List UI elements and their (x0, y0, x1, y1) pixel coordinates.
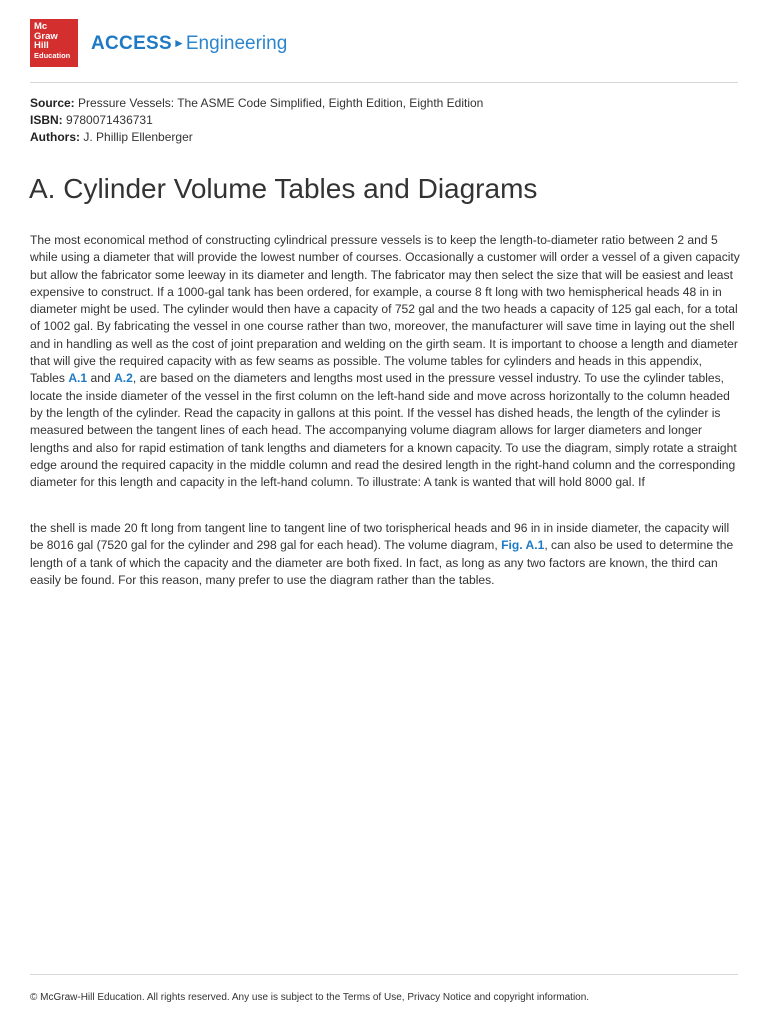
logo-line-1: Mc (34, 21, 48, 32)
mcgraw-hill-logo[interactable] (30, 19, 78, 67)
authors-value: J. Phillip Ellenberger (83, 130, 193, 144)
access-engineering-logo[interactable] (91, 31, 287, 56)
isbn-value: 9780071436731 (66, 113, 153, 127)
source-value: Pressure Vessels: The ASME Code Simplified, Eighth Edition, Eighth Edition (78, 96, 484, 110)
header-divider (30, 82, 738, 83)
brand-arrow-icon: ► (172, 36, 185, 50)
authors-label: Authors: (30, 130, 80, 144)
copyright-footer: © McGraw-Hill Education. All rights reserved. Any use is subject to the Terms of Use, Privacy Notice and copyright information. (30, 992, 590, 1003)
paragraph-1-text-b: and (87, 371, 115, 386)
paragraph-2-text-a: the shell is made 20 ft long from tangent line to tangent line of two torispherical heads and 96 in in inside diameter, the capacity will be 8016 gal (7520 gal for the cylinder and 298 gal for each head). The volume diagram, (30, 521, 730, 553)
logo-line-3: Hill (34, 40, 49, 52)
figure-a1-link[interactable]: Fig. A.1 (501, 538, 545, 553)
brand-access: ACCESS (91, 33, 172, 54)
logo-line-4: Education (34, 50, 71, 60)
paragraph-1-text-c: , are based on the diameters and lengths most used in the pressure vessel industry. To use the cylinder tables, locate the inside diameter of the vessel in the first column on the left-hand side and move across horizontally to the column headed by the length of the cylinder. Read the capacity in gallons at this point. If the vessel has dished heads, the length of the cylinder is measured between the tangent lines of each head. The accompanying volume diagram allows for larger diameters and longer lengths and also for rapid estimation of tank lengths and diameters for a known capacity. To use the diagram, simply rotate a straight edge around the required capacity in the middle column and read the desired length in the right-hand column and the corresponding diameter for this length and capacity in the left-hand column. To illustrate: A tank is wanted that will hold 8000 gal. If (30, 371, 737, 490)
footer-divider (30, 974, 738, 975)
source-label: Source: (30, 96, 75, 110)
page-title: A. Cylinder Volume Tables and Diagrams (29, 173, 538, 204)
body-paragraph-1 (30, 232, 740, 491)
isbn-line (30, 112, 483, 129)
paragraph-1-text-a: The most economical method of constructing cylindrical pressure vessels is to keep the length-to-diameter ratio between 2 and 5 while using a diameter that will provide the lowest number of courses. Occasionally a customer will order a vessel of a given capacity but allow the fabricator some leeway in its diameter and length. The fabricator may then select the size that will be easiest and least expensive to construct. If a 1000-gal tank has been ordered, for example, a course 8 ft long with two hemispherical heads 48 in in diameter might be used. The cylinder would then have a capacity of 752 gal and the two heads a capacity of 125 gal each, for a total of 1002 gal. By fabricating the vessel in one course rather than two, moreover, the manufacturer will save time in laying out the shell and in handling as well as the cost of joint preparation and welding on the girth seam. It is important to choose a length and diameter that will give the required capacity with as few seams as possible. The volume tables for cylinders and heads in this appendix, Tables (30, 233, 740, 386)
paragraph-2-text-b: , can also be used to determine the length of a tank of which the capacity and the diameter are both fixed. In fact, as long as any two factors are known, the third can easily be found. For this reason, many prefer to use the diagram rather than the tables. (30, 538, 734, 587)
body-paragraph-2 (30, 520, 740, 589)
brand-engineering: Engineering (185, 33, 288, 54)
table-a1-link[interactable]: A.1 (68, 371, 88, 386)
citation-meta (30, 95, 483, 146)
authors-line (30, 129, 483, 146)
logo-line-2: Graw (34, 30, 58, 42)
source-line (30, 95, 483, 112)
isbn-label: ISBN: (30, 113, 63, 127)
table-a2-link[interactable]: A.2 (114, 371, 133, 386)
